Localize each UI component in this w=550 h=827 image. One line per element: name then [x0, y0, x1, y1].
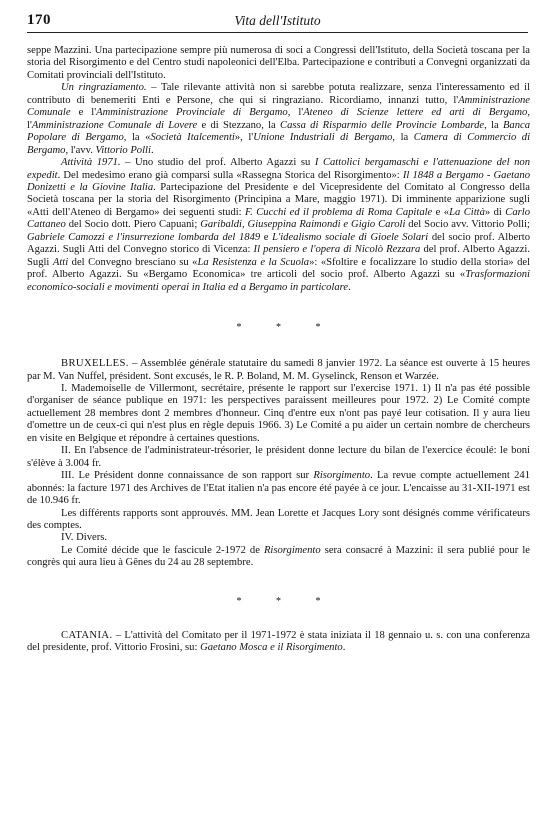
section-heading-catania: CATANIA. — [61, 629, 113, 641]
paragraph-rapport: I. Mademoiselle de Villermont, secrétaire, présente le rapport sur l'exercise 1971. 1) Il n'a pas été possible d'organiser de séance publique en 1971: les perspectives paraissent meilleures pour 1972. 2) Le Comité compte actuellement 28 membres dont 2 membres d'honneur. Cinq d'entre eux n'ont pas payé leur cotisation. Il y aura lieu d'omettre un de ceux-ci qui n'est plus en règle depuis 1966. 3) Le Comité a pu aider un certain nombre de chercheurs en visite en Belgique et répondre à certaines questions. — [27, 382, 530, 444]
section-heading-bruxelles: BRUXELLES. — [61, 358, 129, 370]
paragraph-mazzini: seppe Mazzini. Una partecipazione sempre più numerosa di soci a Congressi dell'Istituto, della Società toscana per la storia del Risorgimento e del Centro studi napoleonici dell'Elba. Partecipazione e contributi a Convegni organizzati da Comitati provinciali dell'Istituto. — [27, 45, 530, 81]
paragraph-risorgimento-report: III. Le Président donne connaissance de son rapport sur Risorgimento. La revue compte actuellement 241 abonnés: la facture 1971 des Archives de l'Etat italien n'a pas encore été payée à ce jour. L'encaisse au 31-XII-1971 est de 10.946 fr. — [27, 470, 531, 507]
paragraph-ringraziamento: Un ringraziamento. – Tale rilevante attività non si sarebbe potuta realizzare, senza l'interessamento ed il contributo di benemeriti Enti e Persone, che qui si ringraziano. Ricordiamo, innanzi tutto, l'Amministrazione Comunale e l'Amministrazione Provinciale di Bergamo, l'Ateneo di Scienze lettere ed arti di Bergamo, l'Amministrazione Comunale di Lovere e di Stezzano, la Cassa di Risparmio delle Provincie Lombarde, la Banca Popolare di Bergamo, la «Società Italcementi», l'Unione Industriali di Bergamo, la Camera di Commercio di Bergamo, l'avv. Vittorio Polli. — [27, 82, 531, 156]
page-header — [27, 12, 528, 33]
paragraph-bilan: II. En l'absence de l'administrateur-trésorier, le président donne lecture du bilan de l'exercice écoulé: le boni s'élève à 3.004 fr. — [27, 445, 530, 469]
paragraph-approbation: Les différents rapports sont approuvés. MM. Jean Lorette et Jacques Lory sont désignés comme vérificateurs des comptes. — [27, 507, 530, 531]
running-title: Vita dell'Istituto — [234, 13, 321, 28]
paragraph-divers: IV. Divers. — [61, 532, 108, 544]
paragraph-attivita-1971: Attività 1971. – Uno studio del prof. Alberto Agazzi su I Cattolici bergamaschi e l'attenuazione del non expedit. Del medesimo erano già comparsi sulla «Rassegna Storica del Risorgimento»: Il 1848 a Bergamo - Gaetano Donizetti e la Giovine Italia. Partecipazione del Presidente e del Vicepresidente del Comitato al Congresso della Società toscana per la storia del Risorgimento (Principina a Mare, maggio 1971). Di imminente apparizione sugli «Atti dell'Ateneo di Bergamo» dei seguenti studi: F. Cucchi ed il problema di Roma Capitale e «La Città» di Carlo Cattaneo del Socio dott. Piero Capuani; Garibaldi, Giuseppina Raimondi e Gigio Caroli del Socio avv. Vittorio Polli; Gabriele Camozzi e l'insurrezione lombarda del 1849 e L'idealismo sociale di Gioele Solari del socio prof. Alberto Agazzi. Sugli Atti del Convegno storico di Vicenza: Il pensiero e l'opera di Nicolò Rezzara del prof. Alberto Agazzi. Sugli Atti del Convegno bresciano su «La Resistenza e la Scuola»: «Sfoltire e focalizzare lo studio della storia» del prof. Alberto Agazzi. Su «Bergamo Economica» tre articoli del socio prof. Alberto Agazzi su «Trasformazioni economico-sociali e movimenti operai in Italia ed a Bergamo in particolare. — [27, 157, 531, 293]
paragraph-heading: Attività 1971. — [61, 157, 121, 169]
paragraph-heading: Un ringraziamento. — [61, 82, 147, 94]
paragraph-bruxelles: BRUXELLES. – Assemblée générale statutaire du samedi 8 janvier 1972. La séance est ouverte à 15 heures par M. Van Nuffel, président. Sont excusés, le R. P. Boland, M. M. Gyselinck, Renson et Warzée. — [27, 358, 530, 382]
page-number: 170 — [27, 12, 51, 28]
page-body — [27, 45, 530, 655]
section-separator: * * * — [236, 595, 337, 607]
section-separator: * * * — [236, 322, 337, 334]
paragraph-catania: CATANIA. – L'attività del Comitato per il 1971-1972 è stata iniziata il 18 gennaio u. s. con una conferenza del presidente, prof. Vittorio Frosini, su: Gaetano Mosca e il Risorgimento. — [27, 629, 530, 654]
paragraph-mazzini-issue: Le Comité décide que le fascicule 2-1972 de Risorgimento sera consacré à Mazzini: il sera publié pour le congrès qui aura lieu à Gênes du 24 au 28 septembre. — [27, 544, 530, 569]
